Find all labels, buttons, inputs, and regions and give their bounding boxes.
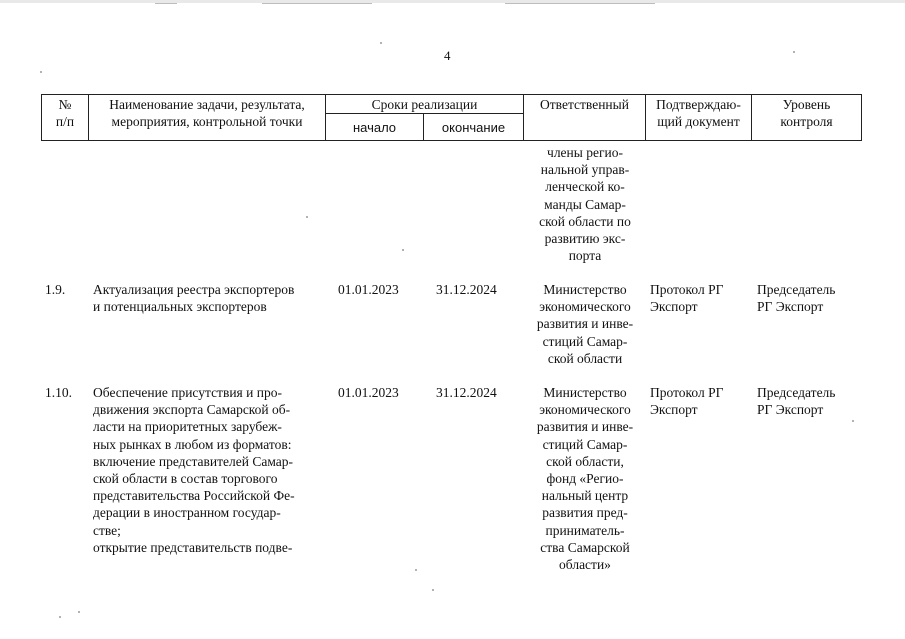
scan-speck (380, 42, 382, 44)
scan-edge (0, 0, 905, 3)
text-line: и потенциальных экспортеров (93, 299, 267, 315)
text-line: ской области по (539, 213, 631, 229)
scan-speck (306, 216, 308, 218)
text-line: Актуализация реестра экспортеров (93, 282, 295, 297)
text-line: стиций Самар- (542, 436, 628, 452)
text-line: ных рынках в любом из форматов: (93, 436, 292, 452)
scan-speck (852, 420, 854, 422)
scan-mark (262, 3, 372, 4)
text-line: развития и инве- (536, 419, 634, 435)
row-number: 1.9. (45, 282, 66, 297)
header-control-line: контроля (780, 114, 833, 129)
scan-speck (432, 589, 434, 591)
text-line: открытие представительств подве- (93, 539, 293, 555)
text-line: нальной управ- (540, 162, 630, 178)
header-control (752, 96, 861, 130)
text-line: порта (568, 248, 602, 264)
scan-speck (402, 249, 404, 251)
row-responsible (526, 281, 644, 367)
text-line: экономического (539, 402, 631, 418)
row-document (650, 281, 750, 315)
text-line: экономического (539, 299, 631, 315)
scan-mark (505, 3, 655, 4)
text-line: фонд «Регио- (546, 471, 624, 487)
row-start-date: 01.01.2023 (338, 385, 399, 400)
text-line: развития пред- (542, 505, 628, 521)
scan-speck (40, 71, 42, 73)
header-num-line: п/п (55, 114, 75, 129)
text-line: ленческой ко- (545, 179, 625, 195)
header-deadlines: Сроки реализации (371, 97, 478, 112)
text-line: представительства Российской Фе- (93, 488, 295, 504)
text-line: ской области (547, 350, 623, 366)
text-line: ласти на приоритетных зарубеж- (93, 419, 282, 435)
header-document (646, 96, 751, 130)
row-end-date: 31.12.2024 (436, 282, 497, 297)
header-start: начало (352, 120, 397, 135)
scan-speck (793, 51, 795, 53)
row-end-date: 31.12.2024 (436, 385, 497, 400)
header-task-line: Наименование задачи, результата, (109, 97, 305, 112)
text-line: Министерство (543, 385, 627, 400)
text-line: ской области в состав торгового (93, 471, 278, 487)
text-line: стиций Самар- (542, 333, 628, 349)
scan-speck (415, 569, 417, 571)
header-end: окончание (441, 120, 506, 135)
row-responsible (526, 384, 644, 573)
row-control (757, 384, 861, 418)
text-line: развитию экс- (544, 231, 626, 247)
text-line: Протокол РГ (650, 282, 724, 297)
row-task (93, 281, 321, 315)
header-top-border (41, 94, 862, 95)
row-control (757, 281, 861, 315)
header-document-line: щий документ (657, 114, 740, 129)
header-document-line: Подтверждаю- (656, 97, 741, 112)
text-line: включение представителей Самар- (93, 453, 294, 469)
header-bottom-border (41, 140, 862, 141)
text-line: Председатель (757, 385, 836, 400)
text-line: Министерство (543, 282, 627, 297)
header-num-line: № (58, 97, 72, 112)
text-line: приниматель- (545, 522, 625, 538)
text-line: движения экспорта Самарской об- (93, 402, 291, 418)
scan-speck (59, 616, 61, 618)
text-line: ства Самарской (540, 539, 630, 555)
text-line: манды Самар- (544, 196, 626, 212)
header-border (861, 94, 862, 141)
text-line: ской области, (546, 453, 624, 469)
row-start-date: 01.01.2023 (338, 282, 399, 297)
text-line: Экспорт (650, 299, 698, 315)
header-num (42, 96, 88, 130)
text-line: нальный центр (541, 488, 629, 504)
page-number: 4 (444, 48, 451, 63)
text-line: РГ Экспорт (757, 299, 824, 315)
header-control-line: Уровень (782, 97, 831, 112)
header-task-line: мероприятия, контрольной точки (111, 114, 303, 129)
text-line: дерации в иностранном государ- (93, 505, 281, 521)
header-task (89, 96, 325, 130)
text-line: Протокол РГ (650, 385, 724, 400)
text-line: области» (559, 557, 611, 573)
text-line: Экспорт (650, 402, 698, 418)
text-line: Председатель (757, 282, 836, 297)
text-line: РГ Экспорт (757, 402, 824, 418)
row-document (650, 384, 750, 418)
scan-mark (155, 3, 177, 4)
continuation-responsible (526, 144, 644, 264)
row-number: 1.10. (45, 385, 72, 400)
scan-speck (78, 611, 80, 613)
header-deadlines-divider (325, 113, 523, 114)
text-line: стве; (93, 522, 121, 538)
text-line: Обеспечение присутствия и про- (93, 385, 282, 400)
text-line: члены регио- (547, 145, 623, 160)
header-responsible: Ответственный (540, 97, 629, 112)
row-task (93, 384, 321, 556)
text-line: развития и инве- (536, 316, 634, 332)
